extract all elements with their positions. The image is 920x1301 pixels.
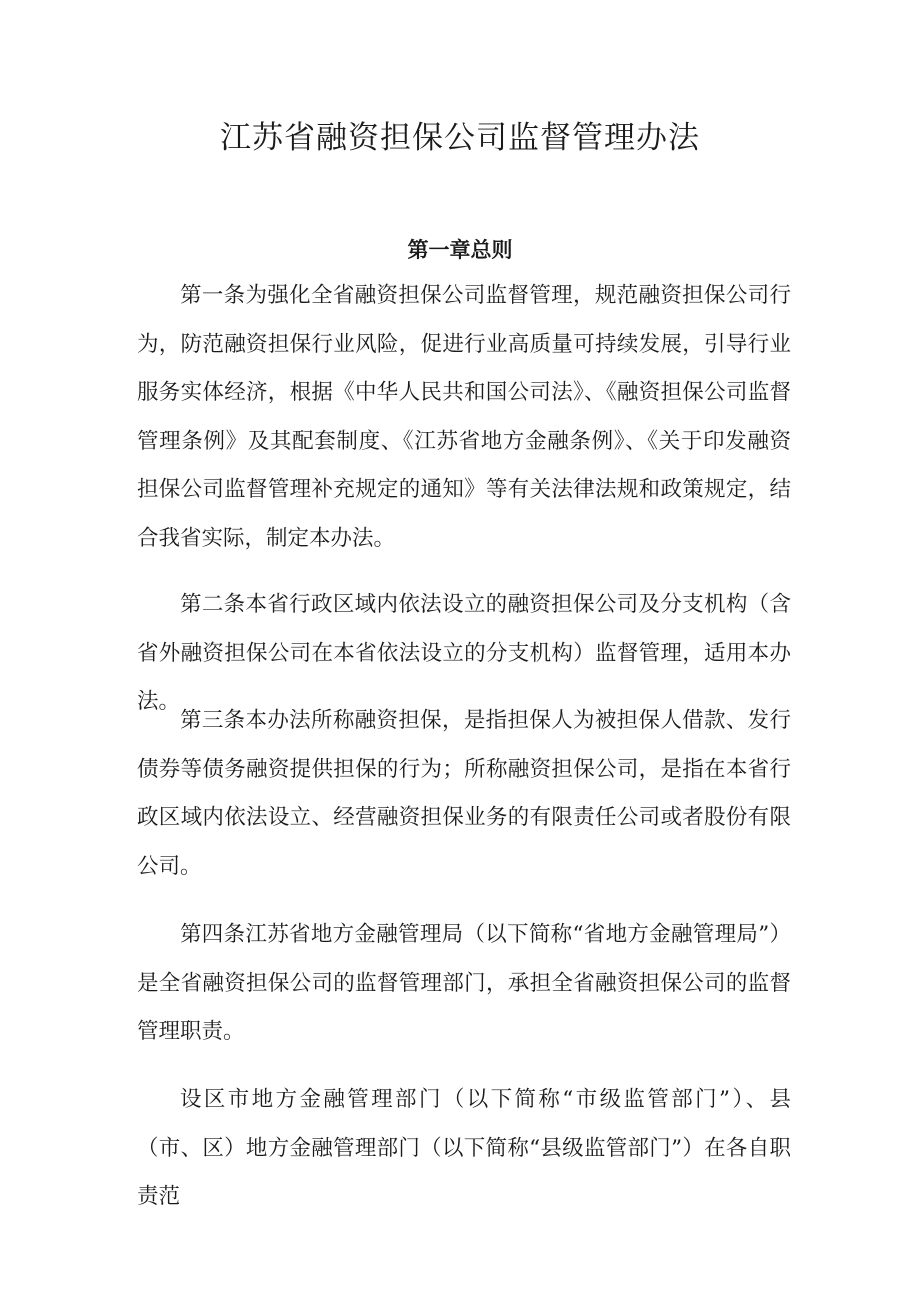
document-title: 江苏省融资担保公司监督管理办法 [220,120,700,156]
article-paragraph-4: 第四条江苏省地方金融管理局（以下简称“省地方金融管理局”）是全省融资担保公司的监督管理部门，承担全省融资担保公司的监督管理职责。 [137,922,791,1044]
article-paragraph-2: 第二条本省行政区域内依法设立的融资担保公司及分支机构（含省外融资担保公司在本省依法设立的分支机构）监督管理，适用本办法。 [137,592,791,714]
article-paragraph-3: 第三条本办法所称融资担保，是指担保人为被担保人借款、发行债券等债务融资提供担保的行为；所称融资担保公司，是指在本省行政区域内依法设立、经营融资担保业务的有限责任公司或者股份有限公司。 [137,708,791,879]
chapter-heading: 第一章总则 [407,238,513,262]
article-paragraph-5: 设区市地方金融管理部门（以下简称“市级监管部门”）、县（市、区）地方金融管理部门（以下简称“县级监管部门”）在各自职责范 [137,1087,791,1209]
article-paragraph-1: 第一条为强化全省融资担保公司监督管理，规范融资担保公司行为，防范融资担保行业风险，促进行业高质量可持续发展，引导行业服务实体经济，根据《中华人民共和国公司法》、《融资担保公司监督管理条例》及其配套制度、《江苏省地方金融条例》、《关于印发融资担保公司监督管理补充规定的通知》等有关法律法规和政策规定，结合我省实际，制定本办法。 [137,283,791,551]
